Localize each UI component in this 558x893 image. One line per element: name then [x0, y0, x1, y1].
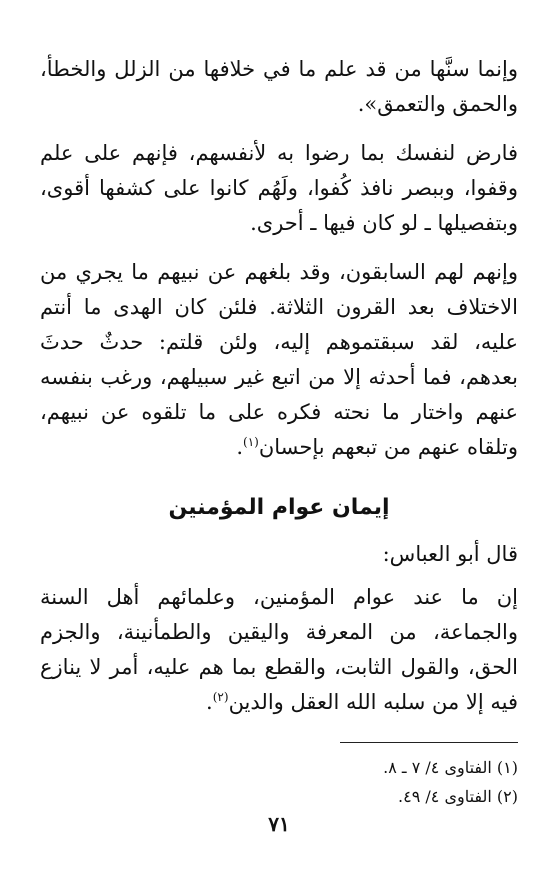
paragraph-3-end: . — [236, 435, 243, 459]
paragraph-4 — [40, 580, 518, 720]
footnote-1-number: (١) — [496, 758, 518, 777]
paragraph-2-text: فارض لنفسك بما رضوا به لأنفسهم، فإنهم على علم وقفوا، وببصر نافذ كُفوا، ولَهُم كانوا على كشفها أقوى، وبتفصيلها ـ لو كان فيها ـ أحرى. — [40, 141, 518, 235]
footnote-1 — [40, 753, 518, 782]
section-heading: إيمان عوام المؤمنين — [168, 495, 390, 520]
paragraph-1 — [40, 52, 518, 122]
paragraph-3-text: وإنهم لهم السابقون، وقد بلغهم عن نبيهم ما يجري من الاختلاف بعد القرون الثلاثة. فلئن كان الهدى ما أنتم عليه، لقد سبقتموهم إليه، ولئن قلتم: حدثٌ حدثَ بعدهم، فما أحدثه إلا من اتبع غير سبيلهم، ورغب بنفسه عنهم واختار ما نحته فكره على ما تلقوه عن نبيهم، وتلقاه عنهم من تبعهم بإحسان — [40, 260, 518, 459]
footnote-divider — [340, 742, 518, 743]
intro-line — [40, 537, 518, 572]
paragraph-3 — [40, 255, 518, 465]
page-number: ٧١ — [268, 812, 290, 836]
footnote-1-text: الفتاوى ٤/ ٧ ـ ٨. — [383, 758, 492, 777]
paragraph-4-text: إن ما عند عوام المؤمنين، وعلمائهم أهل السنة والجماعة، من المعرفة واليقين والطمأنينة، والجزم الحق، والقول الثابت، والقطع بما هم عليه، أمر لا ينازع فيه إلا من سلبه الله العقل والدين — [40, 585, 518, 714]
paragraph-1-text: وإنما سنَّها من قد علم ما في خلافها من الزلل والخطأ، والحمق والتعمق». — [40, 57, 518, 116]
footnote-2-number: (٢) — [496, 787, 518, 806]
footnote-ref-2: (٢) — [212, 690, 229, 704]
footnote-ref-1: (١) — [243, 435, 259, 449]
footnote-2 — [40, 782, 518, 811]
intro-text: قال أبو العباس: — [382, 542, 518, 566]
paragraph-4-end: . — [206, 690, 213, 714]
paragraph-2 — [40, 136, 518, 241]
footnote-2-text: الفتاوى ٤/ ٤٩. — [398, 787, 492, 806]
